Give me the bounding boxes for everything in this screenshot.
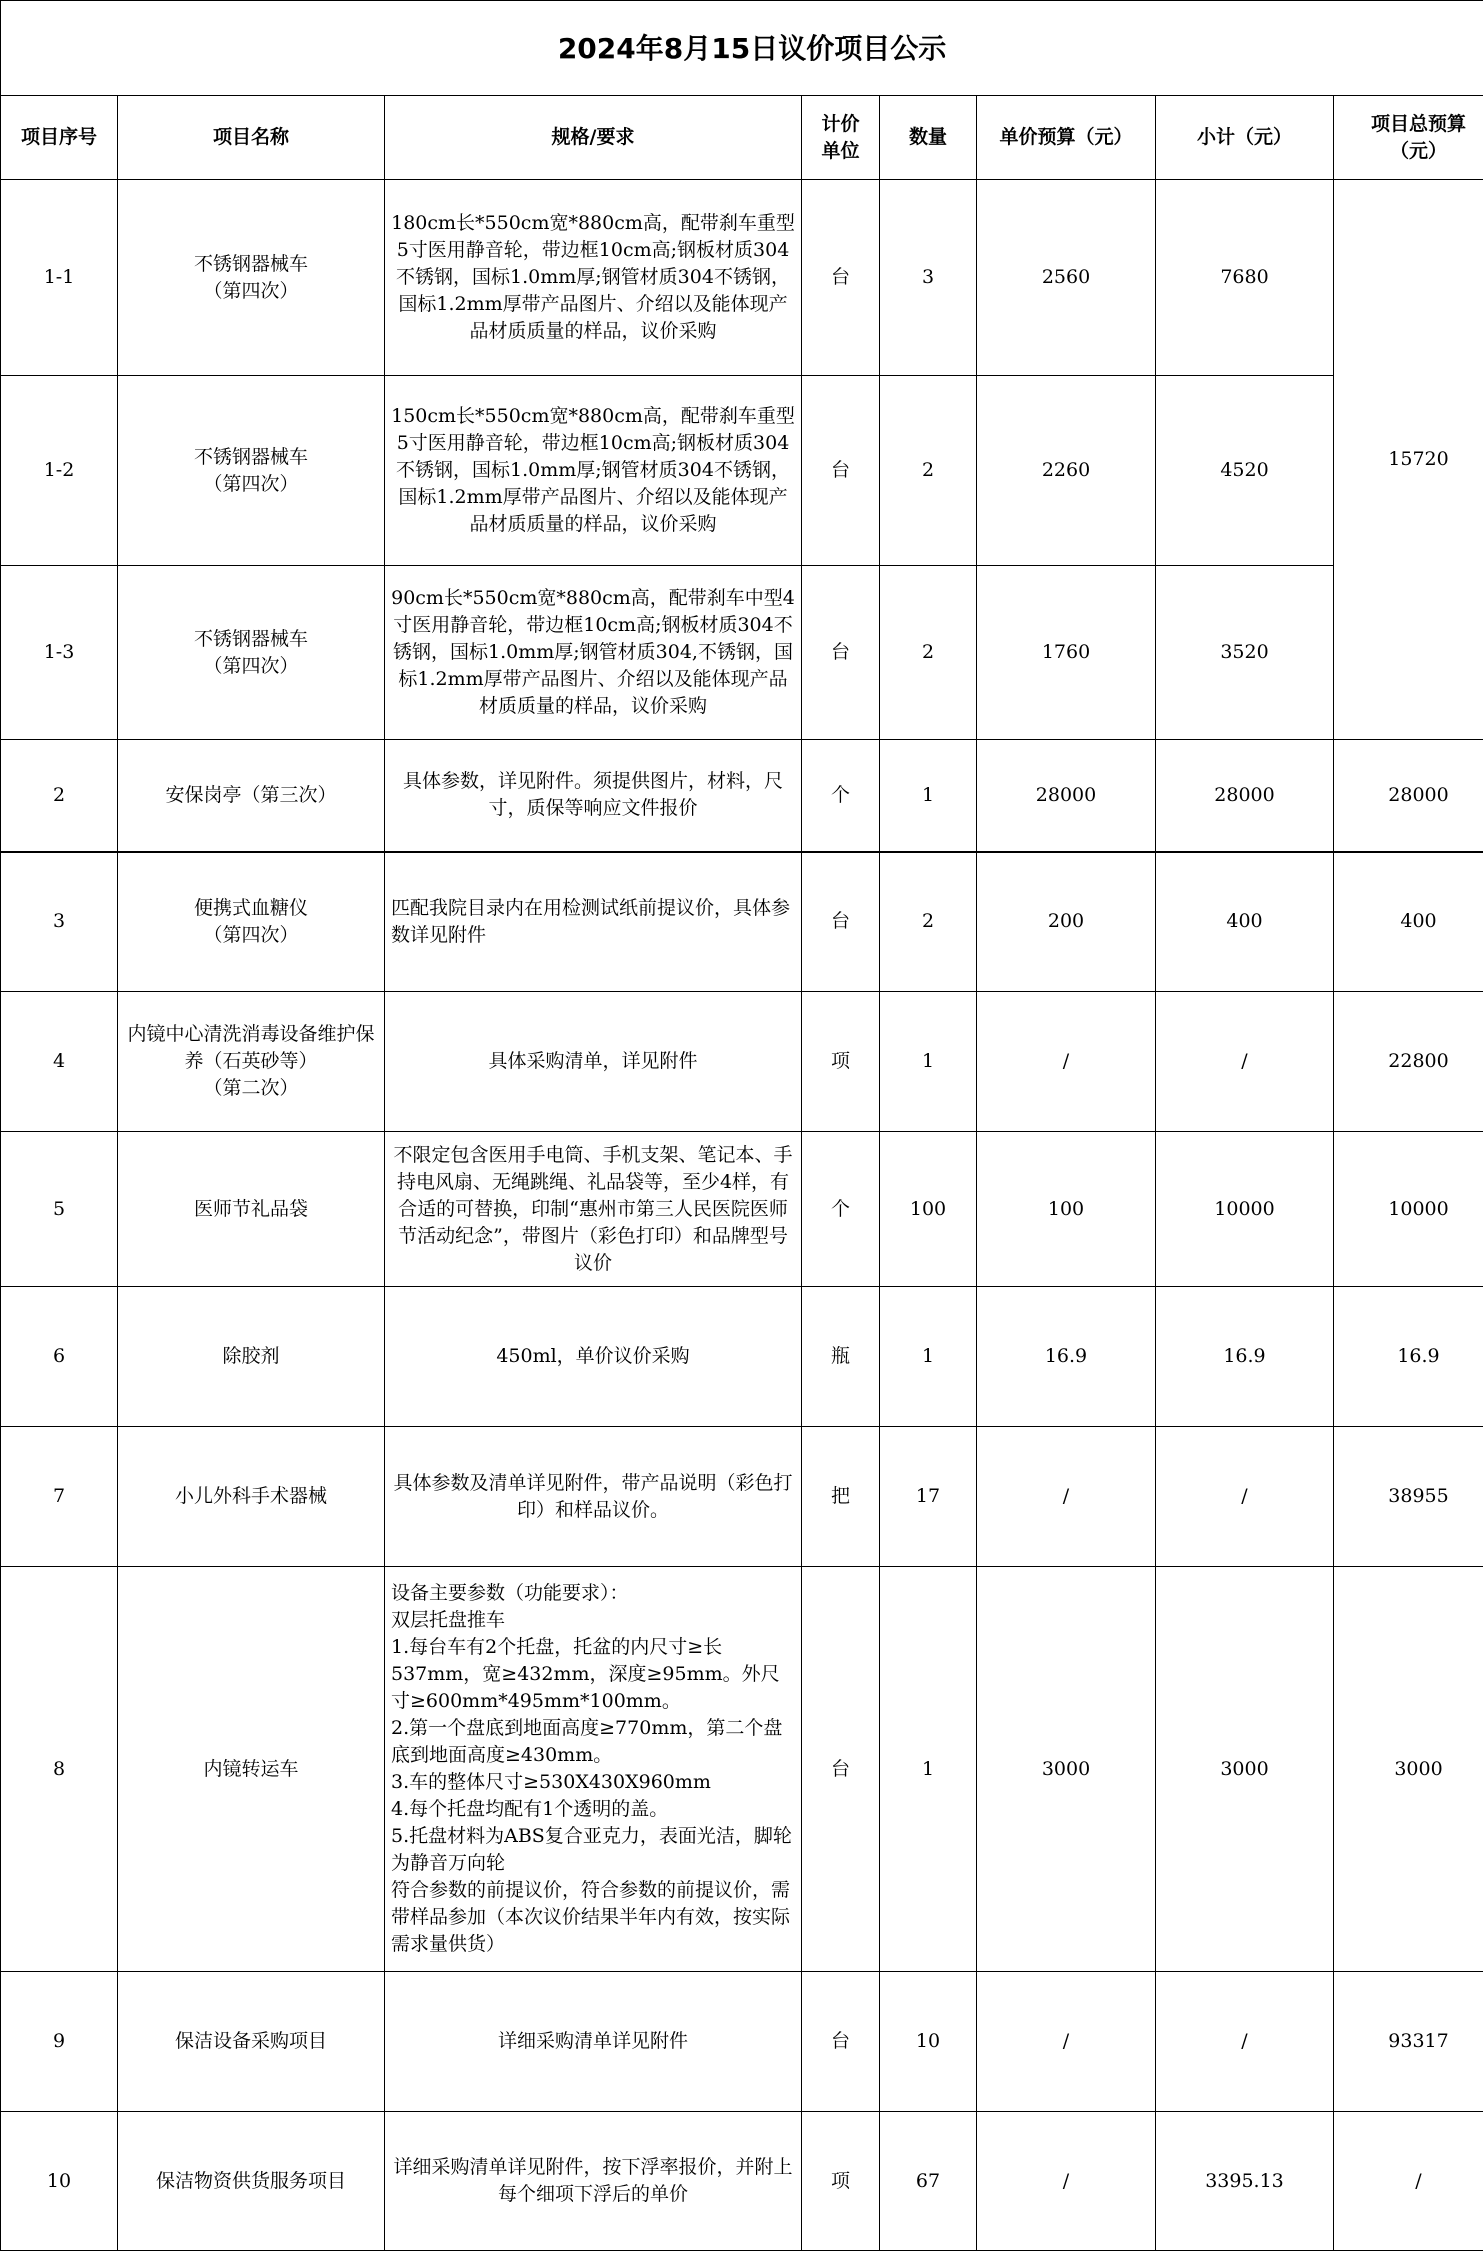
cell-seq: 7 <box>1 1427 118 1567</box>
cell-subtotal: 7680 <box>1156 180 1334 376</box>
table-row <box>1 1567 1483 1972</box>
cell-unit: 台 <box>802 1567 880 1972</box>
cell-price: 100 <box>977 1132 1156 1287</box>
cell-spec: 不限定包含医用手电筒、手机支架、笔记本、手持电风扇、无绳跳绳、礼品袋等，至少4样，有合适的可替换，印制“惠州市第三人民医院医师节活动纪念”，带图片（彩色打印）和品牌型号议价 <box>385 1132 802 1287</box>
cell-qty: 1 <box>880 1287 977 1427</box>
cell-price: 2260 <box>977 376 1156 566</box>
table-row <box>1 852 1483 992</box>
cell-spec: 450ml，单价议价采购 <box>385 1287 802 1427</box>
cell-seq: 1-3 <box>1 566 118 740</box>
table-row <box>1 740 1483 852</box>
cell-spec: 具体参数，详见附件。须提供图片，材料，尺寸，质保等响应文件报价 <box>385 740 802 852</box>
cell-qty: 1 <box>880 740 977 852</box>
cell-price: / <box>977 2112 1156 2251</box>
table-row <box>1 1972 1483 2112</box>
cell-spec: 设备主要参数（功能要求）： 双层托盘推车 1.每台车有2个托盘，托盆的内尺寸≥长537mm，宽≥432mm，深度≥95mm。外尺寸≥600mm*495mm*100mm。 2.第一个盘底到地面高度≥770mm，第二个盘底到地面高度≥430mm。 3.车的整体尺寸≥530X430X960mm 4.每个托盘均配有1个透明的盖。 5.托盘材料为ABS复合亚克力，表面光洁，脚轮为静音万向轮 符合参数的前提议价，符合参数的前提议价，需带样品参加（本次议价结果半年内有效，按实际需求量供货） <box>385 1567 802 1972</box>
cell-spec: 具体采购清单，详见附件 <box>385 992 802 1132</box>
header-seq: 项目序号 <box>1 96 118 180</box>
header-total: 项目总预算 （元） <box>1334 96 1483 180</box>
cell-price: / <box>977 1972 1156 2112</box>
cell-subtotal: 3000 <box>1156 1567 1334 1972</box>
cell-qty: 2 <box>880 852 977 992</box>
cell-seq: 4 <box>1 992 118 1132</box>
cell-subtotal: / <box>1156 1972 1334 2112</box>
cell-total: 400 <box>1334 852 1483 992</box>
cell-unit: 项 <box>802 2112 880 2251</box>
cell-spec: 详细采购清单详见附件，按下浮率报价，并附上每个细项下浮后的单价 <box>385 2112 802 2251</box>
cell-total: 16.9 <box>1334 1287 1483 1427</box>
header-subtotal: 小计（元） <box>1156 96 1334 180</box>
cell-spec: 150cm长*550cm宽*880cm高，配带刹车重型5寸医用静音轮，带边框10cm高;钢板材质304不锈钢，国标1.0mm厚;钢管材质304不锈钢，国标1.2mm厚带产品图片、介绍以及能体现产品材质质量的样品，议价采购 <box>385 376 802 566</box>
cell-seq: 8 <box>1 1567 118 1972</box>
cell-seq: 5 <box>1 1132 118 1287</box>
cell-unit: 瓶 <box>802 1287 880 1427</box>
table-row <box>1 1287 1483 1427</box>
header-row <box>1 96 1483 180</box>
header-price: 单价预算（元） <box>977 96 1156 180</box>
cell-spec: 具体参数及清单详见附件，带产品说明（彩色打印）和样品议价。 <box>385 1427 802 1567</box>
cell-qty: 2 <box>880 376 977 566</box>
cell-price: 28000 <box>977 740 1156 852</box>
cell-unit: 把 <box>802 1427 880 1567</box>
cell-subtotal: 3520 <box>1156 566 1334 740</box>
cell-subtotal: 10000 <box>1156 1132 1334 1287</box>
cell-total: 38955 <box>1334 1427 1483 1567</box>
cell-subtotal: 4520 <box>1156 376 1334 566</box>
cell-price: 1760 <box>977 566 1156 740</box>
table-row <box>1 1132 1483 1287</box>
table-row <box>1 2112 1483 2251</box>
cell-total: 22800 <box>1334 992 1483 1132</box>
cell-spec: 详细采购清单详见附件 <box>385 1972 802 2112</box>
cell-qty: 17 <box>880 1427 977 1567</box>
header-qty: 数量 <box>880 96 977 180</box>
cell-qty: 2 <box>880 566 977 740</box>
cell-name: 保洁物资供货服务项目 <box>118 2112 385 2251</box>
cell-subtotal: 400 <box>1156 852 1334 992</box>
header-spec: 规格/要求 <box>385 96 802 180</box>
cell-price: 16.9 <box>977 1287 1156 1427</box>
cell-total: / <box>1334 2112 1483 2251</box>
cell-name: 不锈钢器械车 （第四次） <box>118 376 385 566</box>
cell-name: 安保岗亭（第三次） <box>118 740 385 852</box>
cell-price: / <box>977 1427 1156 1567</box>
cell-name: 小儿外科手术器械 <box>118 1427 385 1567</box>
cell-qty: 10 <box>880 1972 977 2112</box>
cell-seq: 3 <box>1 852 118 992</box>
cell-name: 内镜中心清洗消毒设备维护保养（石英砂等） （第二次） <box>118 992 385 1132</box>
cell-name: 不锈钢器械车 （第四次） <box>118 566 385 740</box>
cell-unit: 项 <box>802 992 880 1132</box>
header-unit: 计价 单位 <box>802 96 880 180</box>
cell-qty: 100 <box>880 1132 977 1287</box>
cell-unit: 台 <box>802 1972 880 2112</box>
cell-qty: 67 <box>880 2112 977 2251</box>
cell-spec: 180cm长*550cm宽*880cm高，配带刹车重型5寸医用静音轮，带边框10cm高;钢板材质304不锈钢，国标1.0mm厚;钢管材质304不锈钢，国标1.2mm厚带产品图片、介绍以及能体现产品材质质量的样品，议价采购 <box>385 180 802 376</box>
cell-unit: 个 <box>802 1132 880 1287</box>
cell-seq: 2 <box>1 740 118 852</box>
cell-spec: 匹配我院目录内在用检测试纸前提议价，具体参数详见附件 <box>385 852 802 992</box>
cell-seq: 1-1 <box>1 180 118 376</box>
cell-name: 便携式血糖仪 （第四次） <box>118 852 385 992</box>
cell-qty: 3 <box>880 180 977 376</box>
cell-subtotal: / <box>1156 1427 1334 1567</box>
table-row <box>1 992 1483 1132</box>
cell-seq: 10 <box>1 2112 118 2251</box>
cell-price: 3000 <box>977 1567 1156 1972</box>
cell-total: 10000 <box>1334 1132 1483 1287</box>
cell-seq: 6 <box>1 1287 118 1427</box>
header-name: 项目名称 <box>118 96 385 180</box>
cell-total: 3000 <box>1334 1567 1483 1972</box>
cell-price: 2560 <box>977 180 1156 376</box>
cell-qty: 1 <box>880 1567 977 1972</box>
cell-spec: 90cm长*550cm宽*880cm高，配带刹车中型4寸医用静音轮，带边框10cm高;钢板材质304不锈钢，国标1.0mm厚;钢管材质304,不锈钢，国标1.2mm厚带产品图片、介绍以及能体现产品材质质量的样品，议价采购 <box>385 566 802 740</box>
cell-qty: 1 <box>880 992 977 1132</box>
cell-price: 200 <box>977 852 1156 992</box>
table-row <box>1 566 1483 740</box>
cell-unit: 个 <box>802 740 880 852</box>
cell-subtotal: 3395.13 <box>1156 2112 1334 2251</box>
cell-subtotal: 28000 <box>1156 740 1334 852</box>
cell-unit: 台 <box>802 180 880 376</box>
cell-seq: 9 <box>1 1972 118 2112</box>
cell-unit: 台 <box>802 376 880 566</box>
cell-name: 内镜转运车 <box>118 1567 385 1972</box>
table-row <box>1 180 1483 376</box>
cell-subtotal: / <box>1156 992 1334 1132</box>
cell-price: / <box>977 992 1156 1132</box>
table-row <box>1 1427 1483 1567</box>
cell-subtotal: 16.9 <box>1156 1287 1334 1427</box>
cell-seq: 1-2 <box>1 376 118 566</box>
table-row <box>1 376 1483 566</box>
cell-unit: 台 <box>802 566 880 740</box>
cell-total: 15720 <box>1334 180 1483 740</box>
cell-total: 93317 <box>1334 1972 1483 2112</box>
cell-total: 28000 <box>1334 740 1483 852</box>
cell-unit: 台 <box>802 852 880 992</box>
cell-name: 保洁设备采购项目 <box>118 1972 385 2112</box>
page-title: 2024年8月15日议价项目公示 <box>1 1 1483 96</box>
cell-name: 除胶剂 <box>118 1287 385 1427</box>
cell-name: 医师节礼品袋 <box>118 1132 385 1287</box>
cell-name: 不锈钢器械车 （第四次） <box>118 180 385 376</box>
